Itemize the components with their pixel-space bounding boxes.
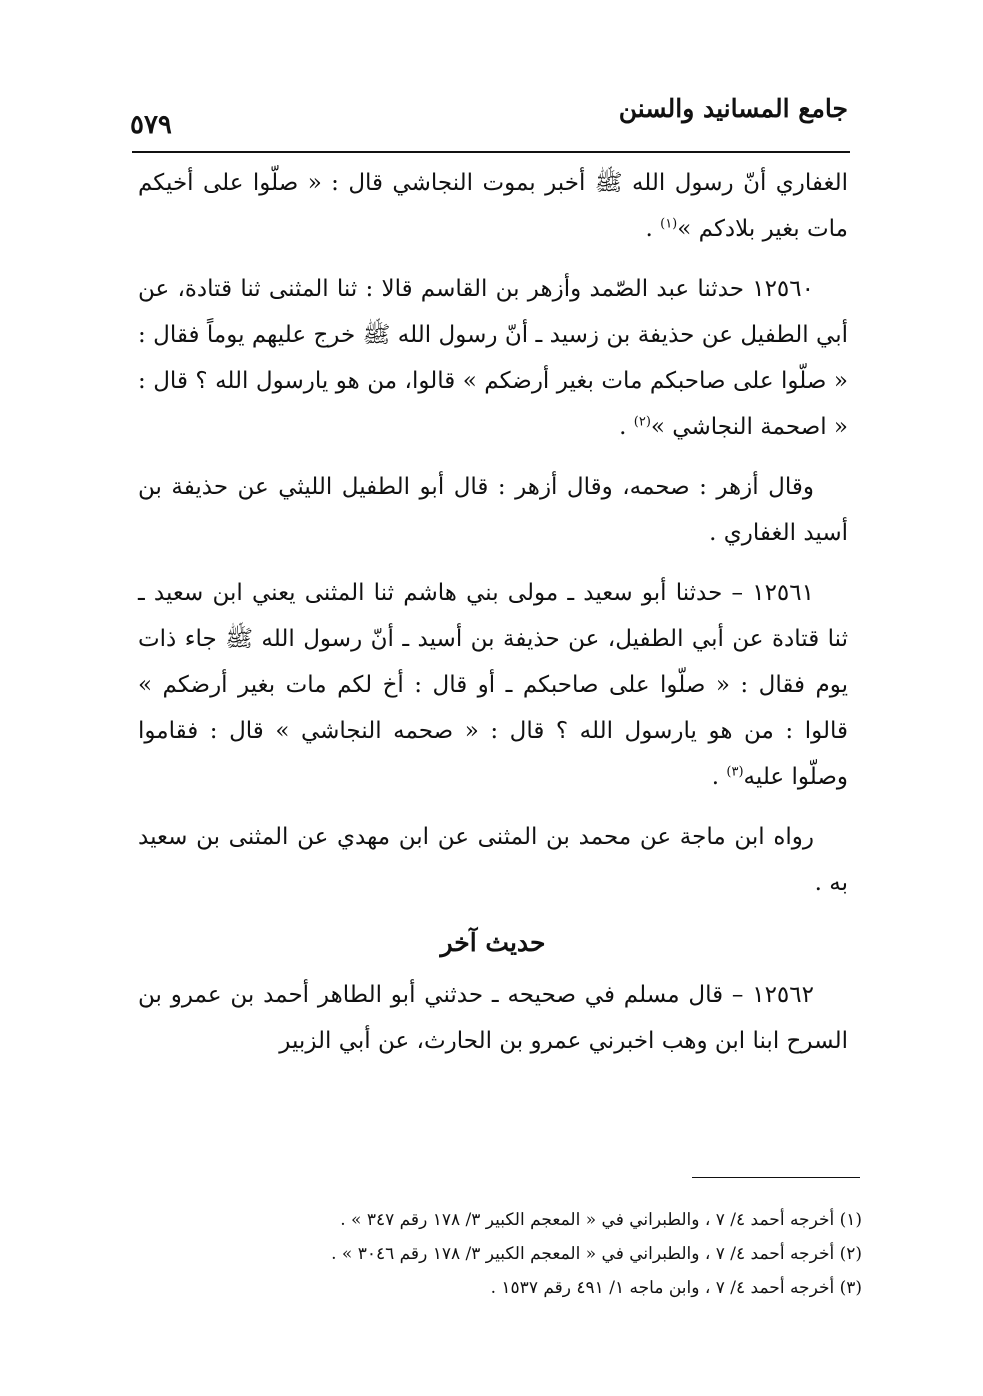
paragraph-text: وقال أزهر : صحمه، وقال أزهر : قال أبو الطفيل الليثي عن حذيفة بن أسيد الغفاري .: [138, 474, 848, 546]
section-heading: حديث آخر: [440, 928, 546, 957]
paragraph-text: رواه ابن ماجة عن محمد بن المثنى عن ابن مهدي عن المثنى بن سعيد به .: [138, 824, 848, 896]
page-number: ٥٧٩: [130, 110, 172, 140]
paragraph-ibn-majah: [138, 814, 848, 906]
footnote-ref: (٣): [726, 764, 744, 780]
footnote-ref: (١): [660, 216, 678, 232]
paragraph-hadith-12562: [138, 972, 848, 1064]
paragraph-end: .: [711, 764, 727, 790]
paragraph-azhar-note: [138, 464, 848, 556]
footnote-ref: (٢): [633, 414, 651, 430]
footnote-2: (٢) أخرجه أحمد ٤/ ٧ ، والطبراني في « المعجم الكبير ٣/ ١٧٨ رقم ٣٠٤٦ » .: [331, 1244, 862, 1264]
footnotes: [200, 1203, 862, 1305]
footnote-rule: [692, 1177, 860, 1178]
book-title: جامع المسانيد والسنن: [618, 94, 848, 123]
header-rule: [132, 151, 850, 153]
paragraph-hadith-12561: [138, 570, 848, 800]
paragraph-text: ١٢٥٦١ – حدثنا أبو سعيد ـ مولى بني هاشم ثنا المثنى يعني ابن سعيد ـ ثنا قتادة عن أبي الطفيل، عن حذيفة بن أسيد ـ أنّ رسول الله ﷺ جاء ذات يوم فقال : « صلّوا على صاحبكم ـ أو قال : أخ لكم مات بغير أرضكم » قالوا : من هو يارسول الله ؟ قال : « صحمه النجاشي » قال : فقاموا وصلّوا عليه: [138, 580, 848, 790]
paragraph-text: ١٢٥٦٢ – قال مسلم في صحيحه ـ حدثني أبو الطاهر أحمد بن عمرو بن السرح ابنا ابن وهب اخبرني عمرو بن الحارث، عن أبي الزبير: [138, 982, 848, 1054]
running-header: [130, 88, 848, 148]
footnote-1: (١) أخرجه أحمد ٤/ ٧ ، والطبراني في « المعجم الكبير ٣/ ١٧٨ رقم ٣٤٧ » .: [340, 1210, 862, 1230]
paragraph-hadith-12560: [138, 266, 848, 450]
footnote-3: (٣) أخرجه أحمد ٤/ ٧ ، وابن ماجه ١/ ٤٩١ رقم ١٥٣٧ .: [490, 1278, 862, 1298]
main-text: [138, 160, 848, 1078]
paragraph-text: الغفاري أنّ رسول الله ﷺ أخبر بموت النجاشي قال : « صلّوا على أخيكم مات بغير بلادكم »: [138, 170, 848, 242]
paragraph-text: ١٢٥٦٠ حدثنا عبد الصّمد وأزهر بن القاسم قالا : ثنا المثنى ثنا قتادة، عن أبي الطفيل عن حذيفة بن زسيد ـ أنّ رسول الله ﷺ خرج عليهم يوماً فقال : « صلّوا على صاحبكم مات بغير أرضكم » قالوا، من هو يارسول الله ؟ قال : « اصحمة النجاشي »: [138, 276, 848, 440]
paragraph-1: [138, 160, 848, 252]
paragraph-end: .: [645, 216, 661, 242]
paragraph-end: .: [619, 414, 634, 440]
